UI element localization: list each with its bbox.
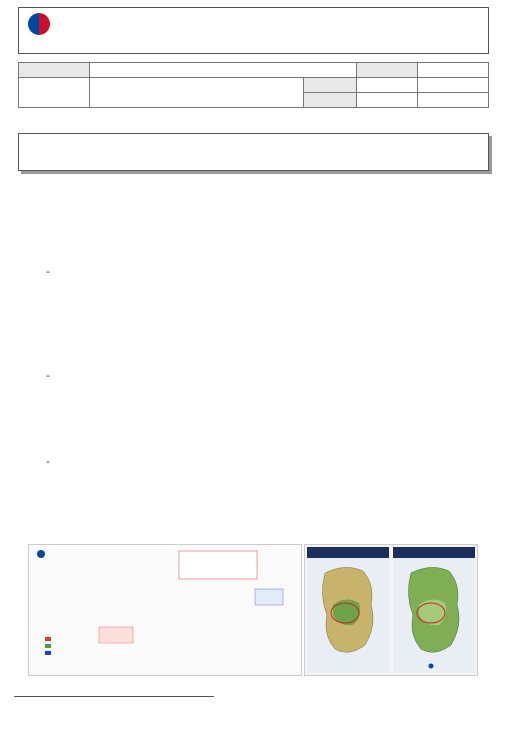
- distribution-maps: [304, 544, 478, 676]
- distribution-label: [357, 63, 418, 78]
- map-agency-logo-icon: [429, 664, 434, 669]
- annotation-box: [179, 551, 257, 579]
- legend-low-swatch: [45, 651, 51, 655]
- release-date-label: [19, 63, 90, 78]
- info-table: [18, 62, 489, 108]
- bullet-2: -: [46, 369, 50, 382]
- release-date-value: [90, 63, 357, 78]
- timeseries-chart: [29, 545, 301, 675]
- agency-mini-logo-icon: [37, 550, 45, 558]
- timeseries-figure: [28, 544, 302, 676]
- legend-normal-swatch: [45, 644, 51, 648]
- map2-header: [393, 547, 475, 558]
- resp-label: [304, 78, 357, 93]
- bullet-3: -: [46, 455, 50, 468]
- footnote-rule: [14, 696, 214, 697]
- dept-label: [19, 78, 90, 108]
- header-box: [18, 7, 489, 54]
- warm-annotation-box: [99, 627, 133, 643]
- legend-high-swatch: [45, 637, 51, 641]
- chart-legend: [45, 637, 51, 655]
- map1-header: [307, 547, 389, 558]
- maps-svg: [305, 545, 477, 675]
- staff-name: [418, 93, 489, 108]
- headline: [18, 133, 489, 171]
- resp-name: [418, 78, 489, 93]
- agency-logo-icon: [28, 13, 50, 35]
- notes-1: [60, 326, 500, 331]
- distribution-value: [418, 63, 489, 78]
- bullet-1: -: [46, 265, 50, 278]
- cold-annotation-box: [255, 589, 283, 605]
- staff-title: [357, 93, 418, 108]
- resp-title: [357, 78, 418, 93]
- dept-value: [90, 78, 304, 108]
- staff-label: [304, 93, 357, 108]
